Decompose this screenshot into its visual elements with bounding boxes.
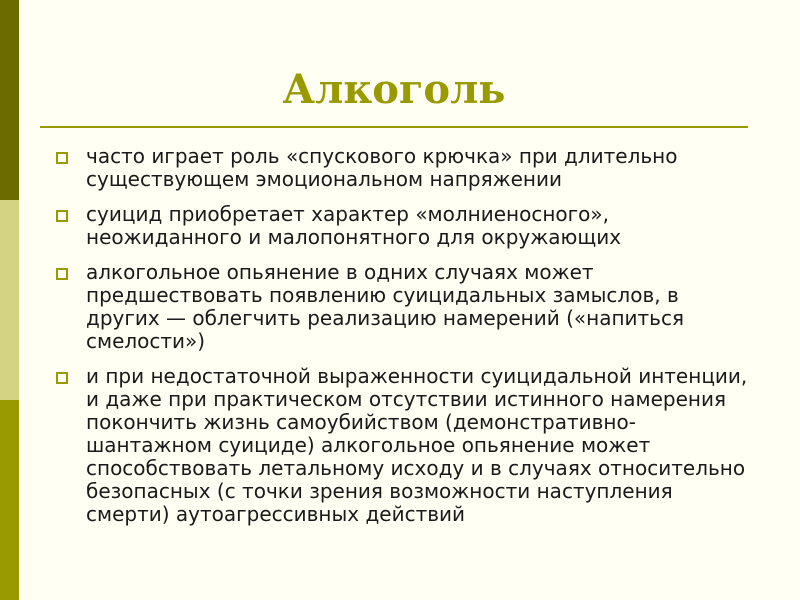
hollow-square-bullet-icon [56,268,68,280]
list-item [56,365,756,526]
left-decorative-bar [0,0,19,600]
bullet-text: суицид приобретает характер «молниеносного», неожиданного и малопонятного для окружающих [86,202,622,249]
bullet-text: часто играет роль «спускового крючка» при длительно существующем эмоциональном напряжении [86,144,678,191]
list-item [56,203,756,249]
list-item [56,261,756,353]
left-bar-segment-dark [0,0,19,200]
hollow-square-bullet-icon [56,152,68,164]
list-item [56,145,756,191]
left-bar-segment-olive [0,400,19,600]
bullet-text: и при недостаточной выраженности суицидальной интенции, и даже при практическом отсутствии истинного намерения покончить жизнь самоубийством (демонстративно-шантажном суициде) алкогольное опьянение может способствовать летальному исходу и в случаях относительно безопасных (с точки зрения возможности наступления смерти) аутоагрессивных действий [86,364,748,526]
hollow-square-bullet-icon [56,210,68,222]
slide-title: Алкоголь [282,66,506,113]
hollow-square-bullet-icon [56,372,68,384]
bullet-text: алкогольное опьянение в одних случаях может предшествовать появлению суицидальных замыслов, в других — облегчить реализацию намерений («напиться смелости») [86,260,684,353]
left-bar-segment-light [0,200,19,400]
title-divider [40,126,748,128]
bullet-list [56,145,756,538]
